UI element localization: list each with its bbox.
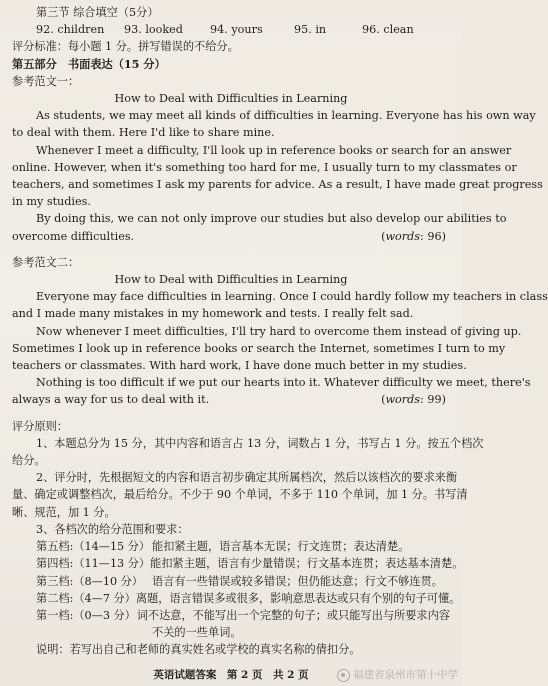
score-level-desc: 离题，语言错误多或很多，影响意思表达或只有个别的句子可懂。 — [135, 591, 461, 605]
sample2-line: always a way for us to deal with it. — [12, 393, 210, 407]
score-level-row — [12, 555, 464, 572]
sample1-word-count: (words: 96) — [381, 229, 446, 243]
scoring-rule: 2、评分时，先根据短文的内容和语言初步确定其所属档次，然后以该档次的要求来衡 — [36, 471, 458, 485]
sample1-last-row — [12, 228, 450, 245]
sample1-line: online. However, when it's something too hard for me, I usually turn to my classmates or — [12, 160, 517, 174]
score-level-row — [12, 590, 461, 607]
words-label: words — [385, 229, 421, 243]
score-level-desc-cont: 不关的一些单词。 — [152, 626, 242, 640]
sample2-title: How to Deal with Difficulties in Learning — [114, 273, 348, 287]
words-label: words — [385, 393, 421, 407]
scoring-heading: 评分原则： — [12, 419, 68, 433]
score-level-row — [12, 538, 450, 555]
sample1-line: in my studies. — [12, 195, 91, 209]
score-level-desc: 能扣紧主题，语言有少量错误；行文基本连贯；表达基本清楚。 — [150, 557, 464, 571]
score-level-row — [12, 607, 450, 624]
score-level-row — [12, 573, 450, 590]
sample2-line: Nothing is too difficult if we put our hearts into it. Whatever difficulty we meet, there's — [36, 376, 531, 390]
score-level-name: 第一档:（0—3 分） — [36, 608, 136, 622]
answer-95: 95. in — [294, 23, 327, 37]
words-count: 99 — [427, 393, 442, 407]
sample1-line: By doing this, we can not only improve our studies but also develop our abilities to — [36, 212, 507, 226]
sample2-line: Sometimes I look up in reference books or search the Internet, sometimes I turn to my — [12, 341, 506, 355]
page-footer: 英语试题答案 第 2 页 共 2 页 — [153, 669, 309, 681]
scoring-rule: 量、确定或调整档次，最后给分。不少于 90 个单词，不多于 110 个单词，加 1 分。书写清 — [12, 488, 468, 502]
scoring-rule: 给分。 — [12, 454, 46, 468]
section3-standard: 评分标准：每小题 1 分。拼写错误的不给分。 — [12, 40, 239, 54]
score-level-name: 第二档:（4—7 分） — [36, 591, 136, 605]
answer-96: 96. clean — [362, 23, 414, 37]
sample1-line: teachers, and sometimes I ask my parents for advice. As a result, I have made great progress — [12, 178, 543, 192]
sample2-line: Everyone may face difficulties in learning. Once I could hardly follow my teachers in class — [36, 290, 548, 304]
answer-92: 92. children — [36, 23, 105, 37]
sample1-line: Whenever I meet a difficulty, I'll look up in reference books or search for an answer — [36, 143, 512, 157]
score-level-name: 第四档:（11—13 分） — [36, 557, 151, 571]
answer-94: 94. yours — [210, 23, 263, 37]
sample2-line: teachers or classmates. With hard work, I have done much better in my studies. — [12, 359, 467, 373]
sample1-line: As students, we may meet all kinds of difficulties in learning. Everyone has his own way — [36, 109, 536, 123]
sample1-line: to deal with them. Here I'd like to share mine. — [12, 126, 275, 140]
sample1-title: How to Deal with Difficulties in Learning — [114, 92, 348, 106]
section3-heading: 第三节 综合填空（5分） — [36, 6, 159, 19]
section3-answers — [12, 21, 450, 38]
sample2-line: and I made many mistakes in my homework and tests. I really felt sad. — [12, 307, 414, 321]
watermark — [337, 667, 458, 684]
scoring-note: 说明：若写出自己和老师的真实姓名或学校的真实名称的倩扣分。 — [36, 643, 361, 657]
scoring-rule: 1、本题总分为 15 分，其中内容和语言占 13 分，词数占 1 分，书写占 1 分。按五个档次 — [36, 436, 484, 450]
score-level-row — [12, 624, 450, 641]
sample2-word-count: (words: 99) — [381, 393, 446, 407]
score-level-desc: 能扣紧主题，语言基本无误；行文连贯；表达清楚。 — [152, 540, 410, 554]
scoring-rule: 晰、规范，加 1 分。 — [12, 505, 116, 519]
score-level-name: 第五档:（14—15 分） — [36, 540, 151, 554]
sample1-label: 参考范文一： — [12, 74, 80, 88]
watermark-text: 福建省泉州市第十中学 — [353, 668, 458, 681]
score-level-name: 第三档:（8—10 分） — [36, 574, 143, 588]
words-count: 96 — [427, 229, 442, 243]
wechat-icon — [337, 669, 350, 682]
sample2-label: 参考范文二： — [12, 255, 80, 269]
score-level-desc: 语言有一些错误或较多错误；但仍能达意；行文不够连贯。 — [152, 574, 443, 588]
sample1-line: overcome difficulties. — [12, 229, 135, 243]
answer-93: 93. looked — [124, 23, 183, 37]
sample2-last-row — [12, 391, 450, 408]
sample2-line: Now whenever I meet difficulties, I'll try hard to overcome them instead of giving up. — [36, 324, 522, 338]
scoring-rule: 3、各档次的给分范围和要求： — [36, 522, 189, 536]
score-level-desc: 词不达意，不能写出一个完整的句子；或只能写出与所要求内容 — [136, 608, 450, 622]
section5-heading: 第五部分 书面表达（15 分） — [12, 56, 166, 71]
